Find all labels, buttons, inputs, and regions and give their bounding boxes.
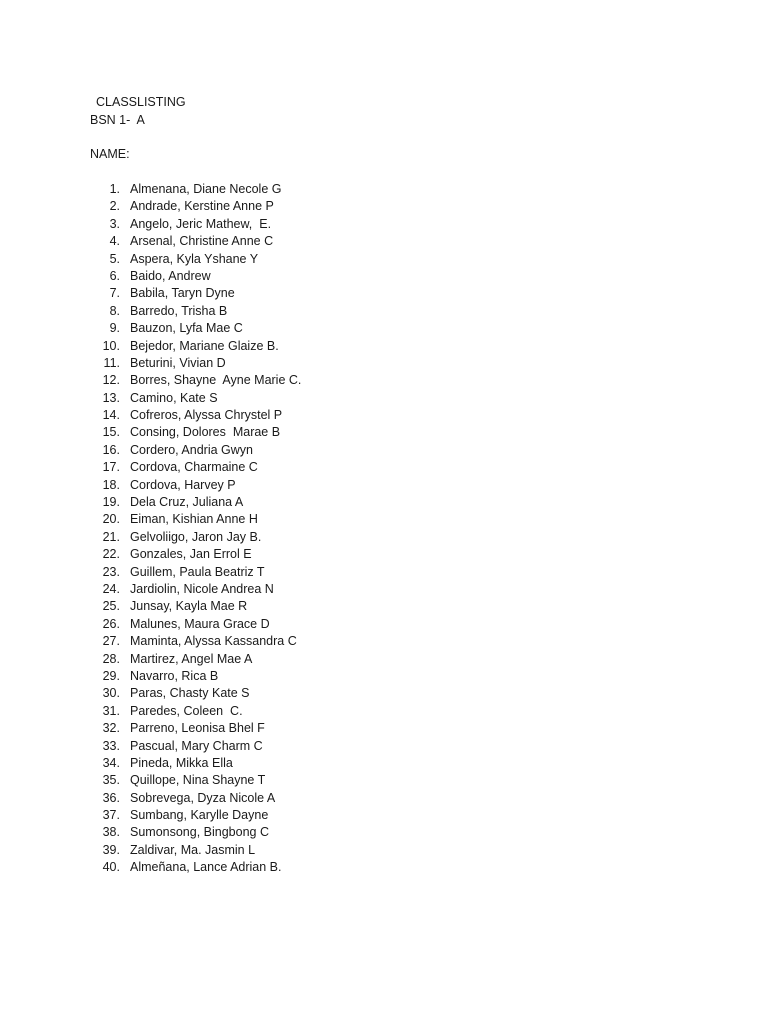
list-item — [90, 511, 258, 528]
list-item — [90, 807, 269, 824]
list-item-number: 21. — [102, 529, 120, 544]
student-name: Navarro, Rica B — [130, 668, 219, 683]
list-item-number: 9. — [109, 321, 120, 336]
list-item — [90, 251, 259, 268]
list-item — [90, 598, 248, 615]
list-item — [90, 407, 283, 424]
student-name: Paredes, Coleen C. — [130, 703, 243, 718]
list-item-number: 31. — [102, 703, 120, 718]
student-name: Sumbang, Karylle Dayne — [130, 808, 269, 823]
student-name: Angelo, Jeric Mathew, E. — [130, 216, 272, 231]
student-name: Cordova, Harvey P — [130, 477, 236, 492]
document-title: CLASSLISTING — [96, 95, 186, 109]
student-name: Beturini, Vivian D — [130, 355, 226, 370]
student-name: Jardiolin, Nicole Andrea N — [130, 581, 274, 596]
list-item-number: 26. — [102, 616, 120, 631]
list-item — [90, 320, 243, 337]
list-item — [90, 616, 270, 633]
list-item-number: 23. — [102, 564, 120, 579]
student-name: Pineda, Mikka Ella — [130, 755, 233, 770]
list-item — [90, 181, 282, 198]
list-item-number: 37. — [102, 808, 120, 823]
list-item-number: 32. — [102, 721, 120, 736]
list-item-number: 35. — [102, 773, 120, 788]
list-item-number: 3. — [109, 216, 120, 231]
list-item — [90, 842, 256, 859]
list-item-number: 15. — [102, 425, 120, 440]
list-item-number: 6. — [109, 268, 120, 283]
list-item-number: 14. — [102, 408, 120, 423]
list-item-number: 28. — [102, 651, 120, 666]
list-item-number: 39. — [102, 842, 120, 857]
student-name: Aspera, Kyla Yshane Y — [130, 251, 259, 266]
student-name: Zaldivar, Ma. Jasmin L — [130, 842, 256, 857]
student-name: Paras, Chasty Kate S — [130, 686, 250, 701]
student-name: Camino, Kate S — [130, 390, 218, 405]
list-item — [90, 268, 211, 285]
student-name: Bauzon, Lyfa Mae C — [130, 321, 243, 336]
list-item — [90, 668, 219, 685]
student-name: Eiman, Kishian Anne H — [130, 512, 258, 527]
student-name: Arsenal, Christine Anne C — [130, 234, 274, 249]
list-item — [90, 633, 297, 650]
list-item — [90, 703, 243, 720]
list-item-number: 36. — [102, 790, 120, 805]
list-item-number: 27. — [102, 634, 120, 649]
student-name: Martirez, Angel Mae A — [130, 651, 253, 666]
student-name: Babila, Taryn Dyne — [130, 286, 235, 301]
student-name: Sobrevega, Dyza Nicole A — [130, 790, 276, 805]
student-name: Dela Cruz, Juliana A — [130, 495, 244, 510]
student-name: Junsay, Kayla Mae R — [130, 599, 248, 614]
student-name: Guillem, Paula Beatriz T — [130, 564, 265, 579]
student-name: Barredo, Trisha B — [130, 303, 228, 318]
list-item — [90, 859, 282, 876]
list-item — [90, 285, 235, 302]
list-item — [90, 755, 233, 772]
student-name: Cordero, Andria Gwyn — [130, 442, 253, 457]
section-label: BSN 1- A — [90, 113, 145, 127]
list-item — [90, 772, 266, 789]
list-item-number: 30. — [102, 686, 120, 701]
student-list — [90, 181, 302, 877]
list-item — [90, 424, 281, 441]
list-item — [90, 459, 258, 476]
student-name: Cordova, Charmaine C — [130, 460, 258, 475]
student-name: Quillope, Nina Shayne T — [130, 773, 266, 788]
list-item-number: 11. — [103, 355, 120, 370]
list-item — [90, 824, 269, 841]
list-item-number: 29. — [102, 668, 120, 683]
list-item-number: 22. — [102, 547, 120, 562]
student-name: Gonzales, Jan Errol E — [130, 547, 252, 562]
list-item — [90, 303, 228, 320]
list-item — [90, 338, 279, 355]
student-name: Malunes, Maura Grace D — [130, 616, 270, 631]
list-item-number: 2. — [109, 199, 120, 214]
student-name: Almeñana, Lance Adrian B. — [130, 860, 282, 875]
list-item-number: 7. — [109, 286, 120, 301]
list-item-number: 24. — [102, 581, 120, 596]
list-item — [90, 477, 236, 494]
list-item-number: 12. — [102, 373, 120, 388]
student-name: Almenana, Diane Necole G — [130, 182, 282, 196]
list-item — [90, 233, 274, 250]
list-item — [90, 390, 218, 407]
list-item-number: 13. — [102, 390, 120, 405]
list-item-number: 19. — [102, 495, 120, 510]
student-name: Borres, Shayne Ayne Marie C. — [130, 373, 302, 388]
list-item-number: 8. — [109, 303, 120, 318]
student-name: Gelvoliigo, Jaron Jay B. — [130, 529, 262, 544]
student-name: Parreno, Leonisa Bhel F — [130, 721, 265, 736]
list-item — [90, 790, 276, 807]
list-item-number: 17. — [102, 460, 120, 475]
student-name: Consing, Dolores Marae B — [130, 425, 281, 440]
list-item — [90, 216, 272, 233]
list-item — [90, 494, 244, 511]
list-item — [90, 651, 253, 668]
list-item-number: 38. — [102, 825, 120, 840]
list-item — [90, 372, 302, 389]
list-item — [90, 442, 253, 459]
list-item-number: 16. — [102, 442, 120, 457]
list-item-number: 25. — [102, 599, 120, 614]
list-item-number: 1. — [109, 182, 120, 196]
name-heading: NAME: — [90, 147, 130, 161]
list-item-number: 18. — [102, 477, 120, 492]
list-item — [90, 581, 274, 598]
list-item-number: 40. — [102, 860, 120, 875]
list-item — [90, 529, 262, 546]
student-name: Pascual, Mary Charm C — [130, 738, 263, 753]
list-item — [90, 546, 252, 563]
list-item-number: 4. — [109, 234, 120, 249]
list-item — [90, 720, 265, 737]
student-name: Andrade, Kerstine Anne P — [130, 199, 274, 214]
list-item — [90, 738, 263, 755]
list-item-number: 33. — [102, 738, 120, 753]
list-item-number: 34. — [102, 755, 120, 770]
student-name: Cofreros, Alyssa Chrystel P — [130, 408, 283, 423]
list-item-number: 20. — [102, 512, 120, 527]
list-item — [90, 198, 274, 215]
student-name: Maminta, Alyssa Kassandra C — [130, 634, 297, 649]
list-item — [90, 355, 226, 372]
student-name: Sumonsong, Bingbong C — [130, 825, 269, 840]
list-item — [90, 685, 250, 702]
list-item-number: 10. — [102, 338, 120, 353]
list-item — [90, 564, 265, 581]
list-item-number: 5. — [109, 251, 120, 266]
student-name: Bejedor, Mariane Glaize B. — [130, 338, 279, 353]
student-name: Baido, Andrew — [130, 268, 211, 283]
